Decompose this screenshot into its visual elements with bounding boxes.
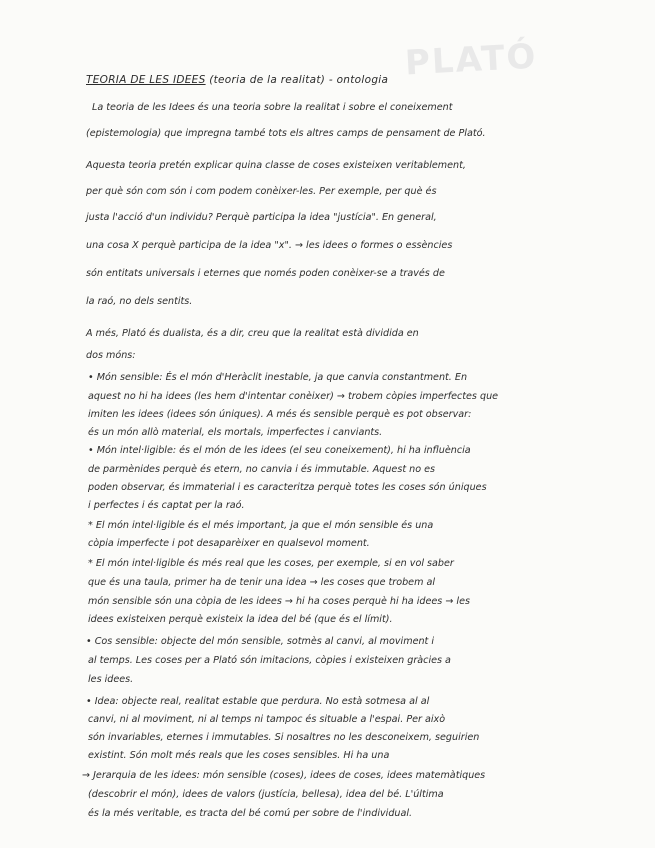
text-line: al temps. Les coses per a Plató són imitacions, còpies i existeixen gràcies a: [88, 655, 451, 666]
text-line: A més, Plató és dualista, és a dir, creu que la realitat està dividida en: [86, 328, 419, 339]
text-line: són invariables, eternes i immutables. Si nosaltres no les desconeixem, seguirien: [88, 732, 480, 743]
text-line: una cosa X perquè participa de la idea "x". → les idees o formes o essències: [86, 240, 453, 251]
text-line: Aquesta teoria pretén explicar quina classe de coses existeixen veritablement,: [86, 160, 466, 171]
text-line: * El món intel·ligible és el més important, ja que el món sensible és una: [88, 520, 434, 531]
text-line: i perfectes i és captat per la raó.: [88, 500, 245, 511]
title-subtitle: (teoria de la realitat) - ontologia: [209, 74, 389, 86]
text-line: dos móns:: [86, 350, 136, 361]
faded-watermark: PLATÓ: [404, 36, 539, 84]
text-line: (epistemologia) que impregna també tots els altres camps de pensament de Plató.: [86, 128, 486, 139]
text-line: poden observar, és immaterial i es caracteritza perquè totes les coses són úniques: [88, 482, 487, 493]
page-title: [86, 74, 388, 86]
text-line: existint. Són molt més reals que les coses sensibles. Hi ha una: [88, 750, 390, 761]
text-line: (descobrir el món), idees de valors (justícia, bellesa), idea del bé. L'última: [88, 789, 444, 800]
text-line: és la més veritable, es tracta del bé comú per sobre de l'individual.: [88, 808, 413, 819]
text-line: còpia imperfecte i pot desaparèixer en qualsevol moment.: [88, 538, 370, 549]
text-line: és un món allò material, els mortals, imperfectes i canviants.: [88, 427, 383, 438]
text-line: • Idea: objecte real, realitat estable que perdura. No està sotmesa al al: [86, 696, 430, 707]
title-heading: TEORIA DE LES IDEES: [86, 74, 206, 86]
text-line: imiten les idees (idees són úniques). A més és sensible perquè es pot observar:: [88, 409, 472, 420]
text-line: per què són com són i com podem conèixer-les. Per exemple, per què és: [86, 186, 437, 197]
text-line: • Món intel·ligible: és el món de les idees (el seu coneixement), hi ha influència: [88, 445, 471, 456]
text-line: canvi, ni al moviment, ni al temps ni tampoc és situable a l'espai. Per això: [88, 714, 446, 725]
text-line: idees existeixen perquè existeix la idea del bé (que és el límit).: [88, 614, 393, 625]
text-line: la raó, no dels sentits.: [86, 296, 193, 307]
text-line: són entitats universals i eternes que només poden conèixer-se a través de: [86, 268, 445, 279]
text-line: que és una taula, primer ha de tenir una idea → les coses que trobem al: [88, 577, 436, 588]
text-line: * El món intel·ligible és més real que les coses, per exemple, si en vol saber: [88, 558, 454, 569]
text-line: de parmènides perquè és etern, no canvia i és immutable. Aquest no es: [88, 464, 436, 475]
text-line: • Món sensible: És el món d'Heràclit inestable, ja que canvia constantment. En: [88, 372, 468, 383]
text-line: món sensible són una còpia de les idees → hi ha coses perquè hi ha idees → les: [88, 596, 470, 607]
text-line: justa l'acció d'un individu? Perquè participa la idea "justícia". En general,: [86, 212, 437, 223]
text-line: aquest no hi ha idees (les hem d'intentar conèixer) → trobem còpies imperfectes que: [88, 391, 499, 402]
text-line: • Cos sensible: objecte del món sensible, sotmès al canvi, al moviment i: [86, 636, 435, 647]
text-line: les idees.: [88, 674, 134, 685]
text-line: → Jerarquia de les idees: món sensible (coses), idees de coses, idees matemàtiques: [82, 770, 486, 781]
text-line: La teoria de les Idees és una teoria sobre la realitat i sobre el coneixement: [92, 102, 453, 113]
